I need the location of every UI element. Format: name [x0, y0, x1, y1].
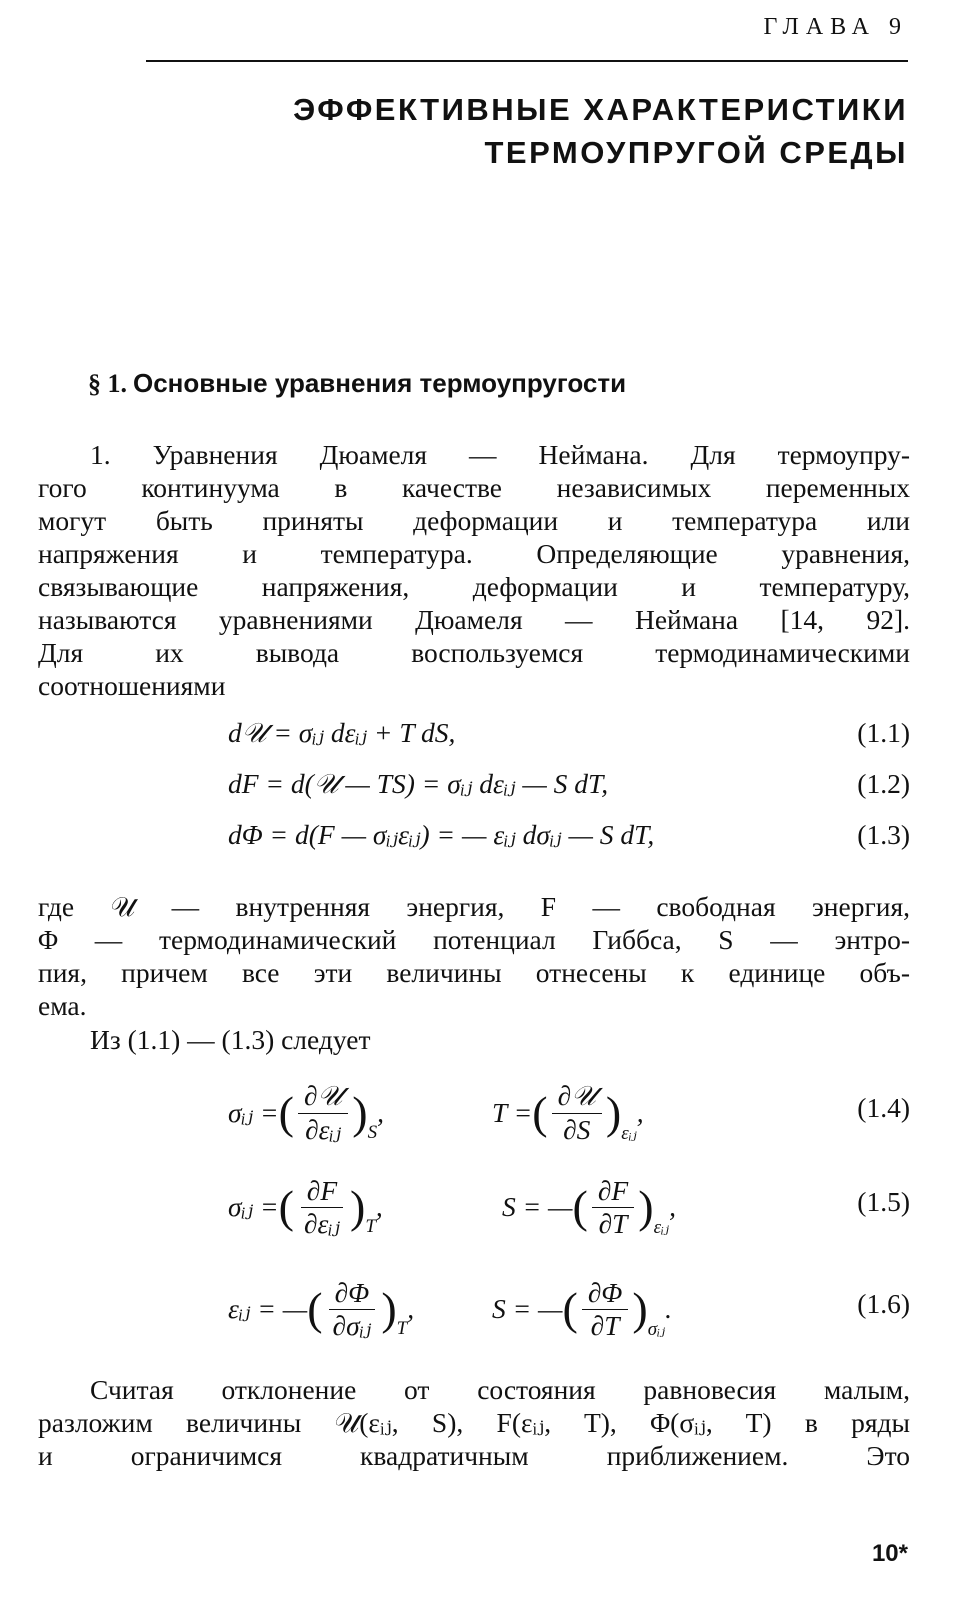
paragraph-line: Считая отклонение от состояния равновесия малым, [90, 1374, 910, 1405]
equation-1-6 [228, 1264, 910, 1354]
chapter-title-line-1: ЭФФЕКТИВНЫЕ ХАРАКТЕРИСТИКИ [293, 92, 908, 127]
equation-right-part [492, 1068, 644, 1158]
equation-left-part [228, 1068, 384, 1158]
left-paren: ( [532, 1087, 548, 1138]
page-number: 10* [871, 1540, 908, 1567]
paragraph-line: Φ — термодинамический потенциал Гиббса, S — энтро- [38, 924, 910, 955]
header-rule [146, 60, 908, 62]
equation-right-part [492, 1264, 672, 1354]
equation-number: (1.1) [857, 717, 910, 748]
section-number: § 1. [88, 369, 127, 398]
subscript: S [367, 1122, 378, 1143]
paragraph-line: соотношениями [38, 670, 226, 701]
subscript: εᵢⱼ [621, 1122, 637, 1144]
right-paren: ) [381, 1283, 397, 1334]
equation-lhs: T = [492, 1097, 533, 1128]
paragraph-line: могут быть приняты деформации и температура или [38, 505, 910, 536]
section-heading [88, 368, 626, 399]
right-paren: ) [605, 1087, 622, 1138]
fraction [298, 1080, 348, 1146]
equation-lhs: σᵢⱼ = [228, 1097, 279, 1128]
equation-end: . [665, 1293, 672, 1324]
right-paren: ) [632, 1283, 648, 1334]
paragraph-3 [38, 1373, 910, 1472]
subscript: T [365, 1216, 376, 1237]
equation-left-part [228, 1264, 414, 1354]
chapter-title-line-2: ТЕРМОУПРУГОЙ СРЕДЫ [484, 135, 908, 170]
fraction-denominator: ∂σᵢⱼ [332, 1309, 372, 1341]
paragraph-line: напряжения и температура. Определяющие уравнения, [38, 538, 910, 569]
equation-1-3 [228, 819, 910, 855]
fraction-numerator: ∂F [301, 1175, 343, 1208]
chapter-label: ГЛАВА 9 [763, 14, 908, 40]
equation-1-4 [228, 1068, 910, 1158]
equation-number: (1.2) [857, 768, 910, 799]
equation-number: (1.4) [857, 1092, 910, 1123]
follows-text: Из (1.1) — (1.3) следует [90, 1024, 371, 1055]
equation-1-1 [228, 717, 910, 753]
paragraph-line: разложим величины 𝒰(εᵢⱼ, S), F(εᵢⱼ, T), Φ(σᵢⱼ, T) в ряды [38, 1407, 910, 1438]
paragraph-line: гого континуума в качестве независимых переменных [38, 472, 910, 503]
equation-number: (1.6) [857, 1288, 910, 1319]
equation-number: (1.3) [857, 819, 910, 850]
subscript: σᵢⱼ [647, 1318, 666, 1340]
fraction [298, 1175, 346, 1240]
paragraph-line: и ограничимся квадратичным приближением. Это [38, 1440, 910, 1471]
fraction-denominator: ∂εᵢⱼ [305, 1114, 342, 1145]
paragraph-line: называются уравнениями Дюамеля — Неймана [14, 92]. [38, 604, 910, 635]
fraction-numerator: ∂𝒰 [298, 1080, 348, 1114]
paragraph-line: пия, причем все эти величины отнесены к единице объ- [38, 957, 910, 988]
equation-text: dΦ = d(F — σᵢⱼεᵢⱼ) = — εᵢⱼ dσᵢⱼ — S dT, [228, 819, 655, 850]
paragraph-line: связывающие напряжения, деформации и температуру, [38, 571, 910, 602]
right-paren: ) [349, 1181, 366, 1232]
fraction [327, 1277, 378, 1342]
fraction-denominator: ∂T [590, 1309, 620, 1341]
paragraph-line: Для их вывода воспользуемся термодинамическими [38, 637, 910, 668]
comma: , [375, 1191, 383, 1222]
right-paren: ) [352, 1087, 368, 1138]
fraction-numerator: ∂𝒰 [552, 1080, 602, 1114]
paragraph-2 [38, 890, 910, 1022]
equation-right-part [502, 1162, 676, 1252]
equation-text: dF = d(𝒰 — TS) = σᵢⱼ dεᵢⱼ — S dT, [228, 768, 609, 799]
equation-1-2 [228, 768, 910, 804]
equation-lhs: σᵢⱼ = [228, 1191, 279, 1222]
fraction-numerator: ∂F [592, 1175, 634, 1208]
equation-text: d𝒰 = σᵢⱼ dεᵢⱼ + T dS, [228, 717, 456, 748]
equation-lhs: εᵢⱼ = — [228, 1293, 308, 1324]
fraction-numerator: ∂Φ [582, 1277, 629, 1310]
left-paren: ( [278, 1181, 294, 1232]
fraction [552, 1080, 602, 1146]
left-paren: ( [307, 1283, 323, 1334]
left-paren: ( [278, 1087, 294, 1138]
section-title: Основные уравнения термоупругости [133, 368, 627, 398]
equation-lhs: S = — [502, 1191, 573, 1222]
equation-lhs: S = — [492, 1293, 563, 1324]
right-paren: ) [638, 1181, 654, 1232]
equation-left-part [228, 1162, 383, 1252]
subscript: T [396, 1318, 408, 1339]
left-paren: ( [562, 1283, 578, 1334]
equation-end: , [636, 1097, 644, 1128]
paragraph-line: 1. Уравнения Дюамеля — Неймана. Для термоупру- [90, 439, 910, 470]
comma: , [407, 1293, 415, 1324]
fraction-denominator: ∂S [563, 1114, 591, 1145]
left-paren: ( [572, 1181, 588, 1232]
fraction [592, 1175, 634, 1240]
equation-number: (1.5) [857, 1186, 910, 1217]
fraction-denominator: ∂εᵢⱼ [303, 1207, 340, 1239]
chapter-title [293, 88, 908, 174]
paragraph-line: где 𝒰 — внутренняя энергия, F — свободная энергия, [38, 891, 910, 922]
equation-1-5 [228, 1162, 910, 1252]
equation-end: , [669, 1191, 676, 1222]
comma: , [377, 1097, 384, 1128]
fraction-denominator: ∂T [598, 1207, 628, 1239]
paragraph-1 [38, 438, 910, 702]
fraction-numerator: ∂Φ [329, 1277, 376, 1310]
paragraph-line: ема. [38, 990, 87, 1021]
subscript: εᵢⱼ [653, 1216, 670, 1238]
fraction [582, 1277, 629, 1342]
